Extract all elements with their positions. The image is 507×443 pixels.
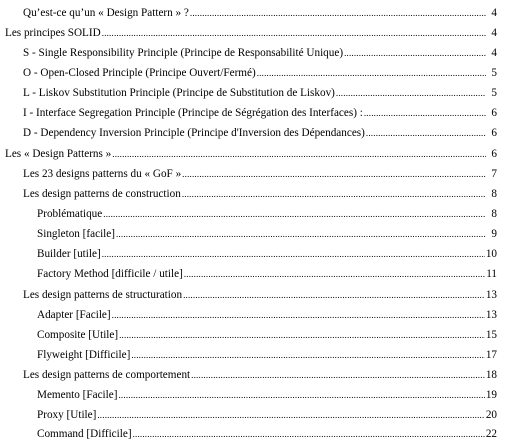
toc-entry-factory-method[interactable]: [0, 265, 497, 283]
toc-entry-page: 5: [491, 87, 497, 99]
toc-entry-command[interactable]: [0, 425, 497, 443]
toc-entry-title: Les design patterns de comportement: [23, 369, 191, 381]
dot-leader: [183, 286, 485, 304]
toc-entry-title: Les 23 designs patterns du « GoF »: [23, 168, 182, 180]
toc-entry-page: 10: [485, 248, 497, 260]
toc-entry-page: 6: [491, 148, 497, 160]
toc-entry-page: 8: [491, 208, 497, 220]
toc-entry-title: Composite [Utile]: [37, 329, 119, 341]
toc-entry-title: Les design patterns de structuration: [23, 289, 183, 301]
toc-entry-page: 4: [491, 47, 497, 59]
dot-leader: [364, 104, 486, 122]
toc-entry-dependency-inversion[interactable]: [0, 124, 497, 142]
toc-entry-page: 13: [485, 309, 497, 321]
dot-leader: [112, 306, 485, 324]
toc-entry-problematique[interactable]: [0, 205, 497, 223]
toc-entry-liskov-substitution[interactable]: [0, 84, 497, 102]
toc-entry-adapter[interactable]: [0, 306, 497, 324]
dot-leader: [118, 386, 484, 404]
toc-entry-builder[interactable]: [0, 245, 497, 263]
toc-entry-title: Flyweight [Difficile]: [37, 349, 131, 361]
toc-entry-title: Singleton [facile]: [37, 228, 115, 240]
toc-entry-title: S - Single Responsibility Principle (Principe de Responsabilité Unique): [23, 47, 344, 59]
dot-leader: [190, 4, 486, 22]
toc-entry-page: 13: [485, 289, 497, 301]
toc-entry-title: Les « Design Patterns »: [5, 148, 112, 160]
toc-entry-page: 22: [485, 428, 497, 440]
toc-entry-page: 8: [491, 188, 497, 200]
toc-entry-behavioral-patterns[interactable]: [0, 366, 497, 384]
toc-entry-title: Proxy [Utile]: [37, 409, 97, 421]
dot-leader: [182, 165, 486, 183]
toc-entry-singleton[interactable]: [0, 225, 497, 243]
toc-entry-interface-segregation[interactable]: [0, 104, 497, 122]
toc-entry-title: O - Open-Closed Principle (Principe Ouvert/Fermé): [23, 67, 256, 79]
toc-entry-creational-patterns[interactable]: [0, 185, 497, 203]
toc-entry-title: Les principes SOLID: [5, 27, 101, 39]
toc-entry-page: 4: [491, 7, 497, 19]
toc-entry-memento[interactable]: [0, 386, 497, 404]
dot-leader: [97, 406, 484, 424]
toc-entry-single-responsibility[interactable]: [0, 44, 497, 62]
toc-entry-page: 19: [485, 389, 497, 401]
toc-entry-title: Factory Method [difficile / utile]: [37, 268, 183, 280]
toc-entry-composite[interactable]: [0, 326, 497, 344]
toc-entry-design-patterns[interactable]: [0, 145, 497, 163]
toc-entry-page: 6: [491, 127, 497, 139]
toc-entry-page: 7: [491, 168, 497, 180]
toc-entry-page: 5: [491, 67, 497, 79]
dot-leader: [102, 245, 485, 263]
toc-entry-title: Les design patterns de construction: [23, 188, 181, 200]
toc-entry-title: Problématique: [37, 208, 103, 220]
dot-leader: [116, 225, 486, 243]
dot-leader: [344, 44, 486, 62]
dot-leader: [336, 84, 486, 102]
toc-entry-page: 6: [491, 107, 497, 119]
toc-entry-title: I - Interface Segregation Principle (Principe de Ségrégation des Interfaces) :: [23, 107, 363, 119]
toc-entry-page: 11: [486, 268, 497, 280]
toc-entry-what-is-design-pattern[interactable]: [0, 4, 497, 22]
dot-leader: [184, 265, 485, 283]
toc-entry-page: 20: [485, 409, 497, 421]
dot-leader: [182, 185, 486, 203]
dot-leader: [131, 346, 484, 364]
toc-entry-title: Memento [Facile]: [37, 389, 118, 401]
toc-entry-page: 15: [485, 329, 497, 341]
dot-leader: [102, 24, 486, 42]
toc-entry-23-gof-patterns[interactable]: [0, 165, 497, 183]
toc-entry-title: Builder [utile]: [37, 248, 101, 260]
toc-entry-page: 4: [491, 27, 497, 39]
dot-leader: [257, 64, 486, 82]
toc-entry-title: L - Liskov Substitution Principle (Principe de Substitution de Liskov): [23, 87, 335, 99]
toc-entry-structural-patterns[interactable]: [0, 286, 497, 304]
toc-entry-page: 18: [485, 369, 497, 381]
toc-entry-page: 9: [491, 228, 497, 240]
toc-entry-proxy[interactable]: [0, 406, 497, 424]
toc-entry-title: D - Dependency Inversion Principle (Principe d'Inversion des Dépendances): [23, 127, 365, 139]
toc-entry-page: 17: [485, 349, 497, 361]
toc-entry-title: Adapter [Facile]: [37, 309, 111, 321]
dot-leader: [133, 425, 485, 443]
toc-entry-title: Command [Difficile]: [37, 428, 132, 440]
dot-leader: [191, 366, 485, 384]
toc-entry-solid-principles[interactable]: [0, 24, 497, 42]
toc-entry-open-closed[interactable]: [0, 64, 497, 82]
dot-leader: [366, 124, 486, 142]
dot-leader: [119, 326, 485, 344]
toc-entry-title: Qu’est-ce qu’un « Design Pattern » ?: [23, 7, 189, 19]
toc-entry-flyweight[interactable]: [0, 346, 497, 364]
dot-leader: [112, 145, 486, 163]
dot-leader: [103, 205, 486, 223]
